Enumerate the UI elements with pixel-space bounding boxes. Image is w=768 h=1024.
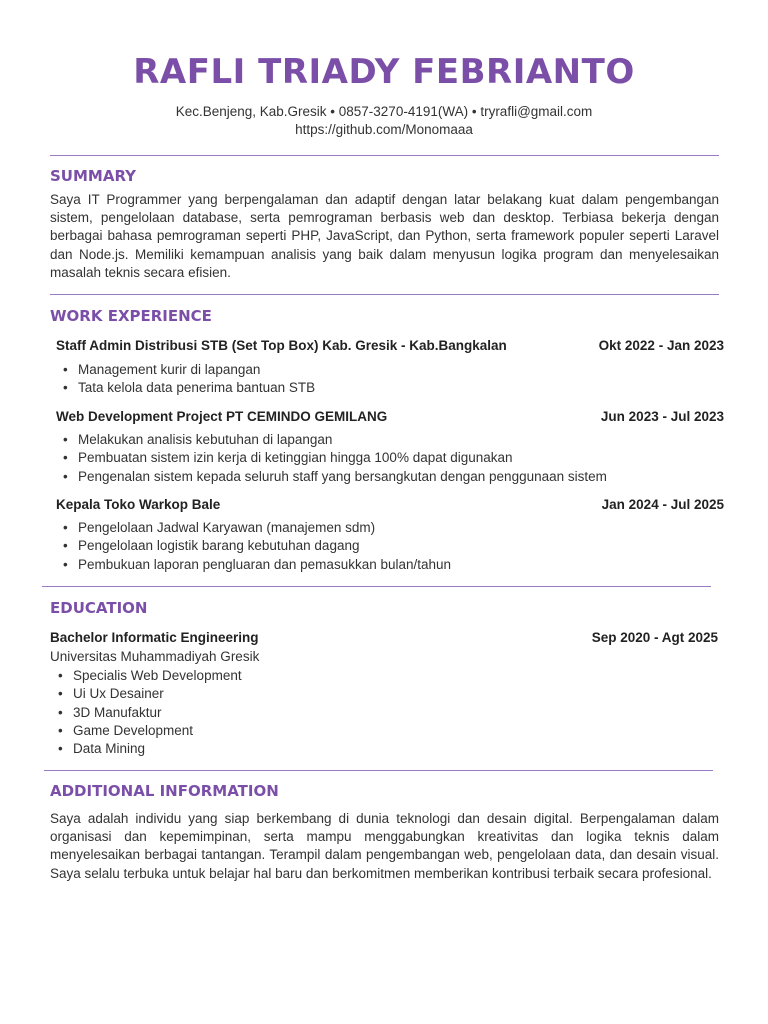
job-dates: Jan 2024 - Jul 2025 [601,497,724,512]
summary-text: Saya IT Programmer yang berpengalaman dan adaptif dengan latar belakang kuat dalam pengembangan sistem, pengelolaan database, serta pemrograman berbasis web dan desktop. Terbiasa bekerja dengan berbagai bahasa pemrograman seperti PHP, JavaScript, dan Python, serta framework populer seperti Laravel dan Node.js. Memiliki kemampuan analisis yang baik dalam menyusun logika program dan menyelesaikan masalah teknis secara efisien. [50,192,719,280]
contact-info: Kec.Benjeng, Kab.Gresik • 0857-3270-4191(WA) • tryrafli@gmail.com [175,104,593,119]
job-title: Staff Admin Distribusi STB (Set Top Box) Kab. Gresik - Kab.Bangkalan [56,338,507,353]
work-experience-heading: WORK EXPERIENCE [50,307,212,325]
job-duties-list [54,431,607,486]
list-item: • Data Mining [49,740,242,758]
job-title: Kepala Toko Warkop Bale [56,497,221,512]
list-item: • Management kurir di lapangan [54,361,315,379]
job-duties-list [54,519,451,574]
job-dates: Jun 2023 - Jul 2023 [600,409,724,424]
job-title: Web Development Project PT CEMINDO GEMILANG [56,409,388,424]
list-item: • Game Development [49,722,242,740]
section-divider [42,586,711,587]
additional-info-text: Saya adalah individu yang siap berkembang di dunia teknologi dan desain digital. Berpengalaman dalam organisasi dan kepemimpinan, serta mampu menggabungkan kreativitas dan logika teknis dalam menyelesaikan berbagai tantangan. Terampil dalam pengembangan web, pengelolaan data, dan desain visual. Saya selalu terbuka untuk belajar hal baru dan berkomitmen memberikan kontribusi terbaik secara profesional. [50,811,719,881]
education-dates: Sep 2020 - Agt 2025 [591,630,718,645]
job-dates: Okt 2022 - Jan 2023 [598,338,724,353]
section-divider [50,155,719,156]
list-item: • Pembuatan sistem izin kerja di ketinggian hingga 100% dapat digunakan [54,449,607,467]
summary-heading: SUMMARY [50,167,137,185]
education-heading: EDUCATION [50,599,148,617]
additional-info-heading: ADDITIONAL INFORMATION [50,782,279,800]
list-item: • Pengelolaan Jadwal Karyawan (manajemen sdm) [54,519,451,537]
resume-name: RAFLI TRIADY FEBRIANTO [133,52,635,92]
list-item: • Ui Ux Desainer [49,685,242,703]
section-divider [50,294,719,295]
list-item: • Pembukuan laporan pengluaran dan pemasukkan bulan/tahun [54,556,451,574]
github-link[interactable]: https://github.com/Monomaaa [295,122,473,137]
job-duties-list [54,361,315,398]
section-divider [44,770,713,771]
list-item: • Melakukan analisis kebutuhan di lapangan [54,431,607,449]
list-item: • 3D Manufaktur [49,704,242,722]
education-skills-list [49,667,242,758]
school-name: Universitas Muhammadiyah Gresik [50,649,260,664]
list-item: • Tata kelola data penerima bantuan STB [54,379,315,397]
list-item: • Pengelolaan logistik barang kebutuhan dagang [54,537,451,555]
list-item: • Pengenalan sistem kepada seluruh staff yang bersangkutan dengan penggunaan sistem [54,468,607,486]
list-item: • Specialis Web Development [49,667,242,685]
degree-title: Bachelor Informatic Engineering [50,630,259,645]
